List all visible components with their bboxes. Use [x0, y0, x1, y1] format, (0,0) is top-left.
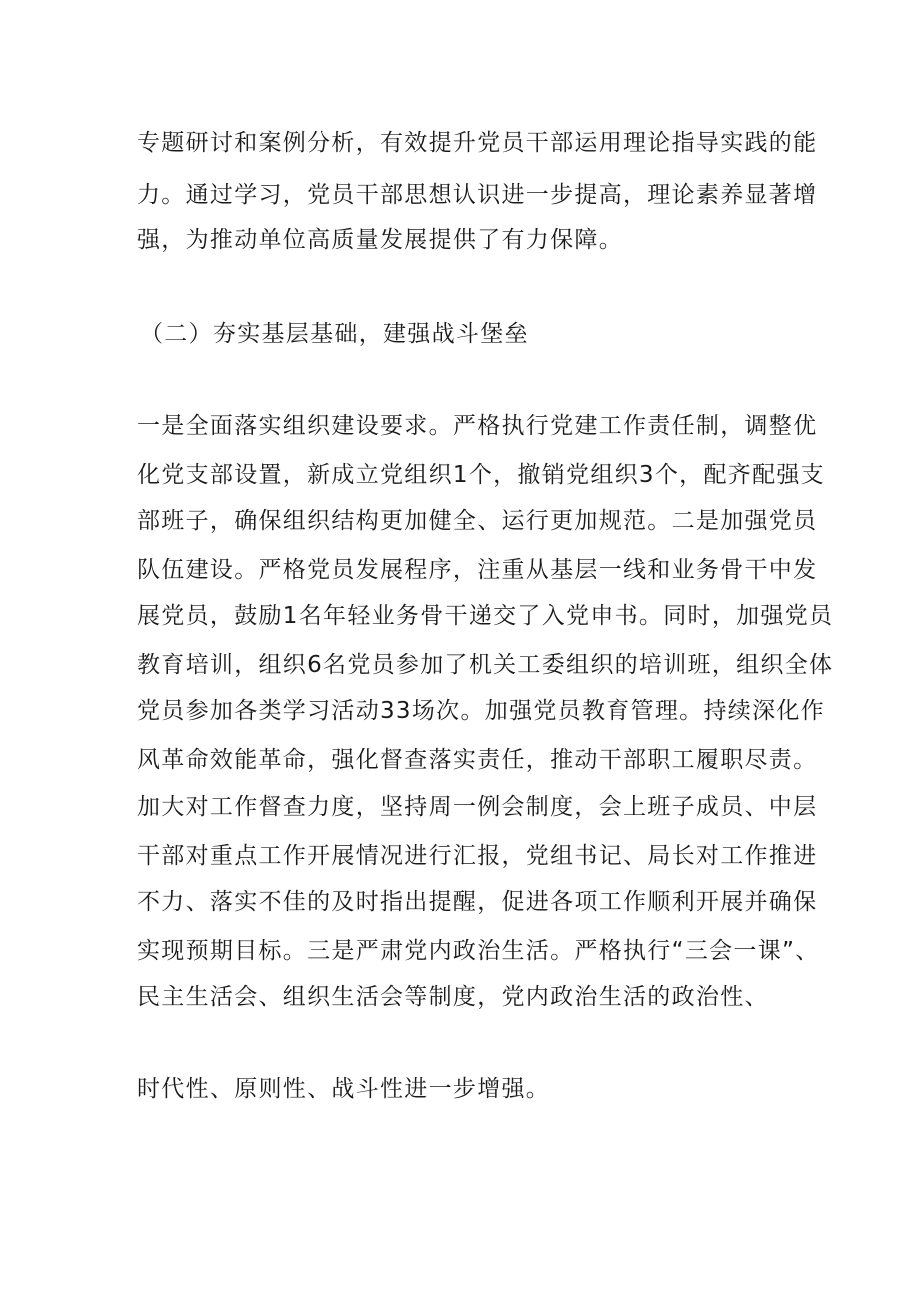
body-text-line: 专题研讨和案例分析，有效提升党员干部运用理论指导实践的能	[137, 130, 818, 156]
section-heading: （二）夯实基层基础，建强战斗堡垒	[140, 321, 529, 347]
body-text-line: 化党支部设置，新成立党组织1个，撤销党组织3个，配齐配强支	[137, 462, 825, 488]
body-text-line: 队伍建设。严格党员发展程序，注重从基层一线和业务骨干中发	[137, 557, 818, 583]
body-text-line: 加大对工作督查力度，坚持周一例会制度，会上班子成员、中层	[137, 794, 818, 820]
body-text-line: 不力、落实不佳的及时指出提醒，促进各项工作顺利开展并确保	[137, 889, 818, 915]
body-text-line: 风革命效能革命，强化督查落实责任，推动干部职工履职尽责。	[137, 747, 818, 773]
body-text-line: 党员参加各类学习活动33场次。加强党员教育管理。持续深化作	[137, 698, 825, 724]
body-text-line: 力。通过学习，党员干部思想认识进一步提高，理论素养显著增	[137, 182, 818, 208]
body-text-line: 展党员，鼓励1名年轻业务骨干递交了入党申书。同时，加强党员	[137, 603, 834, 629]
body-text-line: 教育培训，组织6名党员参加了机关工委组织的培训班，组织全体	[137, 652, 834, 678]
body-text-line: 强，为推动单位高质量发展提供了有力保障。	[137, 227, 623, 253]
body-text-line: 时代性、原则性、战斗性进一步增强。	[137, 1076, 551, 1102]
body-text-line: 干部对重点工作开展情况进行汇报，党组书记、局长对工作推进	[137, 843, 818, 869]
body-text-line: 部班子，确保组织结构更加健全、运行更加规范。二是加强党员	[137, 508, 818, 534]
body-text-line: 一是全面落实组织建设要求。严格执行党建工作责任制，调整优	[137, 413, 818, 439]
body-text-line: 民主生活会、组织生活会等制度，党内政治生活的政治性、	[137, 984, 769, 1010]
body-text-line: 实现预期目标。三是严肃党内政治生活。严格执行“三会一课”、	[137, 938, 820, 964]
